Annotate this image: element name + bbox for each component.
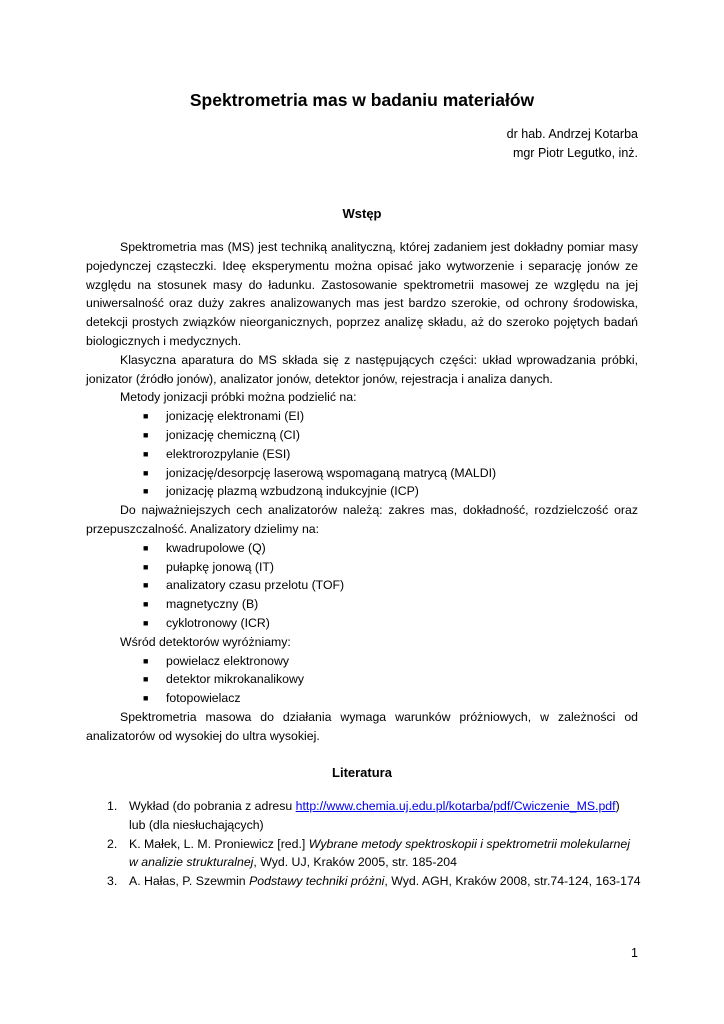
list-item: ■ fotopowielacz — [86, 689, 638, 708]
bullet-icon: ■ — [143, 448, 149, 459]
bullet-icon: ■ — [143, 411, 149, 422]
list-item: ■ magnetyczny (B) — [86, 595, 638, 614]
bullet-icon: ■ — [143, 655, 149, 666]
document-title: Spektrometria mas w badaniu materiałów — [189, 90, 535, 110]
list-item: ■ jonizację elektronami (EI) — [86, 407, 638, 426]
paragraph-6: Spektrometria masowa do działania wymaga warunków próżniowych, w zależności od analizatorów od wysokiej do ultra wysokiej. — [86, 709, 638, 743]
list-item: ■ powielacz elektronowy — [86, 652, 638, 671]
list-item: ■ kwadrupolowe (Q) — [86, 539, 638, 558]
list-item: ■ elektrorozpylanie (ESI) — [86, 445, 638, 464]
list-item: ■ analizatory czasu przelotu (TOF) — [86, 576, 638, 595]
list-item: ■ jonizację/desorpcję laserową wspomaganą matrycą (MALDI) — [86, 464, 638, 483]
bullet-icon: ■ — [143, 429, 149, 440]
bullet-icon: ■ — [143, 599, 149, 610]
ionization-list — [86, 407, 638, 501]
lecture-link[interactable]: http://www.chemia.uj.edu.pl/kotarba/pdf/Cwiczenie_MS.pdf — [295, 799, 616, 813]
bullet-icon: ■ — [143, 580, 149, 591]
list-item: ■ pułapkę jonową (IT) — [86, 558, 638, 577]
list-item: ■ detektor mikrokanalikowy — [86, 670, 638, 689]
list-item: ■ jonizację chemiczną (CI) — [86, 426, 638, 445]
page-number: 1 — [631, 946, 638, 960]
analyzers-list — [86, 539, 638, 633]
authors-block — [507, 125, 638, 163]
bullet-icon: ■ — [143, 467, 149, 478]
paragraph-4: Do najważniejszych cech analizatorów należą: zakres mas, dokładność, rozdzielczość oraz przepuszczalność. Analizatory dzielimy na: — [86, 503, 638, 536]
bullet-icon: ■ — [143, 674, 149, 685]
intro-body — [86, 238, 638, 746]
reference-item: 1. Wykład (do pobrania z adresu http://www.chemia.uj.edu.pl/kotarba/pdf/Cwiczenie_MS.pdf) lub (dla niesłuchających) — [107, 799, 620, 832]
author-1: dr hab. Andrzej Kotarba — [506, 127, 638, 141]
paragraph-2: Klasyczna aparatura do MS składa się z następujących części: układ wprowadzania próbki, jonizator (źródło jonów), analizator jonów, detektor jonów, rejestracja i analiza danych. — [86, 352, 638, 386]
bullet-icon: ■ — [143, 561, 149, 572]
list-item: ■ jonizację plazmą wzbudzoną indukcyjnie (ICP) — [86, 482, 638, 501]
paragraph-5: Wśród detektorów wyróżniamy: — [120, 634, 291, 649]
literature-heading: Literatura — [332, 765, 392, 780]
bullet-icon: ■ — [143, 617, 149, 628]
intro-heading: Wstęp — [342, 206, 382, 221]
author-2: mgr Piotr Legutko, inż. — [512, 146, 638, 160]
paragraph-3: Metody jonizacji próbki można podzielić na: — [120, 390, 357, 405]
references-list — [86, 797, 646, 891]
detectors-list — [86, 652, 638, 708]
reference-item: 3. A. Hałas, P. Szewmin Podstawy techniki próżni, Wyd. AGH, Kraków 2008, str.74-124, 163-174 — [107, 874, 641, 889]
bullet-icon: ■ — [143, 693, 149, 704]
list-item: ■ cyklotronowy (ICR) — [86, 614, 638, 633]
reference-item: 2. K. Małek, L. M. Proniewicz [red.] Wybrane metody spektroskopii i spektrometrii molekularnej w analizie strukturalnej, Wyd. UJ, Kraków 2005, str. 185-204 — [107, 836, 630, 870]
bullet-icon: ■ — [143, 486, 149, 497]
paragraph-1: Spektrometria mas (MS) jest techniką analityczną, której zadaniem jest dokładny pomiar masy pojedynczej cząsteczki. Ideę eksperymentu można opisać jako wytworzenie i separację jonów ze względu na stosunek masy do ładunku. Zastosowanie spektrometrii masowej ze względu na jej uniwersalność oraz duży zakres analizowanych mas jest bardzo szerokie, od ochrony środowiska, detekcji prostych związków nieorganicznych, poprzez analizę składu, aż do szeroko pojętych badań biologicznych i medycznych. — [86, 240, 638, 348]
bullet-icon: ■ — [143, 542, 149, 553]
